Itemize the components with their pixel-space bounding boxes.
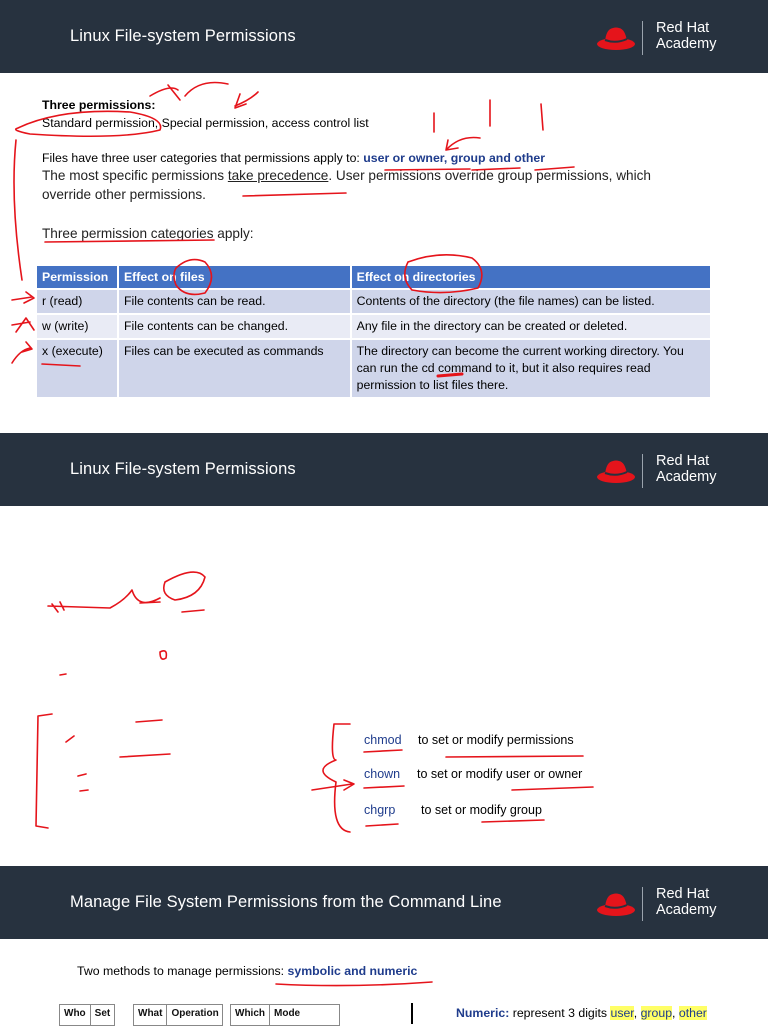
chmod-description: to set or modify permissions [418, 733, 574, 747]
ink-arrow [312, 780, 354, 790]
ink-arrow [235, 92, 258, 108]
precedence-text-c: . User permissions override group permissions, which [328, 168, 651, 183]
chgrp-description: to set or modify group [421, 803, 542, 817]
red-hat-academy-logo [596, 885, 726, 925]
numeric-user: user [610, 1006, 634, 1020]
logo-divider [642, 21, 643, 55]
slide-title: Manage File System Permissions from the Command Line [70, 893, 502, 911]
box-label: Mode [274, 1008, 301, 1019]
ink-underline [243, 193, 346, 196]
numeric-label: Numeric: [456, 1006, 510, 1020]
precedence-text-a: The most specific permissions [42, 168, 228, 183]
categories-prefix: Files have three user categories that permissions apply to: [42, 151, 364, 165]
ink-scribble [140, 602, 204, 612]
slide-header [0, 0, 768, 73]
numeric-group: group [640, 1006, 673, 1020]
precedence-text-b: take precedence [227, 168, 329, 183]
table-row [37, 339, 711, 397]
numeric-text: represent 3 digits [509, 1006, 611, 1020]
ink-arrows [150, 83, 228, 101]
ink-underline [276, 982, 432, 986]
table-cell: File contents can be changed. [118, 314, 351, 339]
ink-scribble [160, 651, 166, 659]
table-cell: w (write) [37, 314, 118, 339]
table-header-row [37, 266, 711, 289]
ink-arrow [12, 292, 34, 303]
ink-scribble [66, 720, 170, 791]
methods-line [77, 964, 417, 978]
table-cell: Files can be executed as commands [118, 339, 351, 397]
ink-arrow [446, 138, 480, 151]
red-hat-academy-logo [596, 19, 726, 59]
slide-title: Linux File-system Permissions [70, 460, 296, 478]
table-cell: File contents can be read. [118, 289, 351, 314]
ink-bracket [323, 724, 350, 832]
permission-types [42, 116, 369, 130]
brand-line-2: Academy [656, 902, 717, 918]
ink-ticks [434, 100, 543, 132]
chgrp-command: chgrp [364, 803, 396, 817]
three-permissions-heading: Three permissions: [42, 98, 156, 112]
table-cell: r (read) [37, 289, 118, 314]
ink-bracket [36, 714, 52, 828]
red-hat-academy-logo [596, 452, 726, 492]
table-header: Permission [37, 266, 118, 289]
slide-header [0, 866, 768, 939]
brand-line-2: Academy [656, 36, 717, 52]
who-set-box [59, 1004, 115, 1026]
permissions-table [37, 266, 712, 397]
ink-scribble [164, 572, 205, 600]
box-label: What [134, 1005, 167, 1025]
table-cell: x (execute) [37, 339, 118, 397]
slide-header [0, 433, 768, 506]
standard-permission-text: Standard permission [42, 116, 155, 130]
brand-line-1: Red Hat [656, 886, 710, 902]
ink-scribble [60, 674, 66, 675]
other-permission-types: , Special permission, access control list [154, 116, 369, 130]
box-label: Set [94, 1008, 111, 1019]
brand-line-2: Academy [656, 469, 717, 485]
table-header: Effect on files [118, 266, 351, 289]
red-hat-icon [596, 456, 636, 486]
comma: , [672, 1006, 679, 1020]
table-cell: Contents of the directory (the file names) can be listed. [351, 289, 711, 314]
which-mode-box [230, 1004, 340, 1026]
table-row [37, 289, 711, 314]
table-cell: Any file in the directory can be created or deleted. [351, 314, 711, 339]
table-cell: The directory can become the current working directory. You can run the cd command to it, but it also requires read permission to list files there. [351, 339, 711, 397]
table-row [37, 314, 711, 339]
methods-value: symbolic and numeric [287, 964, 418, 978]
ink-underlines [364, 786, 593, 790]
column-divider [411, 1003, 413, 1024]
table-header: Effect on directories [351, 266, 711, 289]
comma: , [633, 1006, 641, 1020]
brand-line-1: Red Hat [656, 453, 710, 469]
precedence-line-2: override other permissions. [42, 187, 206, 202]
box-label: Operation [171, 1008, 219, 1019]
box-label: Who [60, 1005, 91, 1025]
red-hat-icon [596, 889, 636, 919]
categories-value: user or owner, group and other [363, 151, 545, 165]
red-hat-icon [596, 23, 636, 53]
methods-prefix: Two methods to manage permissions: [77, 964, 288, 978]
apply-text: Three permission categories apply: [42, 226, 254, 241]
ink-underlines [366, 820, 544, 826]
ink-mark [12, 318, 34, 332]
what-operation-box [133, 1004, 223, 1026]
logo-divider [642, 454, 643, 488]
chmod-command: chmod [364, 733, 402, 747]
user-categories-line [42, 151, 545, 165]
slide-title: Linux File-system Permissions [70, 27, 296, 45]
ink-arrow [12, 342, 32, 363]
numeric-other: other [678, 1006, 707, 1020]
chown-description: to set or modify user or owner [417, 767, 583, 781]
brand-line-1: Red Hat [656, 20, 710, 36]
box-label: Which [231, 1005, 270, 1025]
chown-command: chown [364, 767, 401, 781]
ink-underlines [364, 750, 583, 757]
ink-scribble [48, 590, 160, 612]
ink-bracket [14, 140, 22, 280]
logo-divider [642, 887, 643, 921]
precedence-line-1 [42, 168, 651, 183]
numeric-line [456, 1006, 707, 1020]
